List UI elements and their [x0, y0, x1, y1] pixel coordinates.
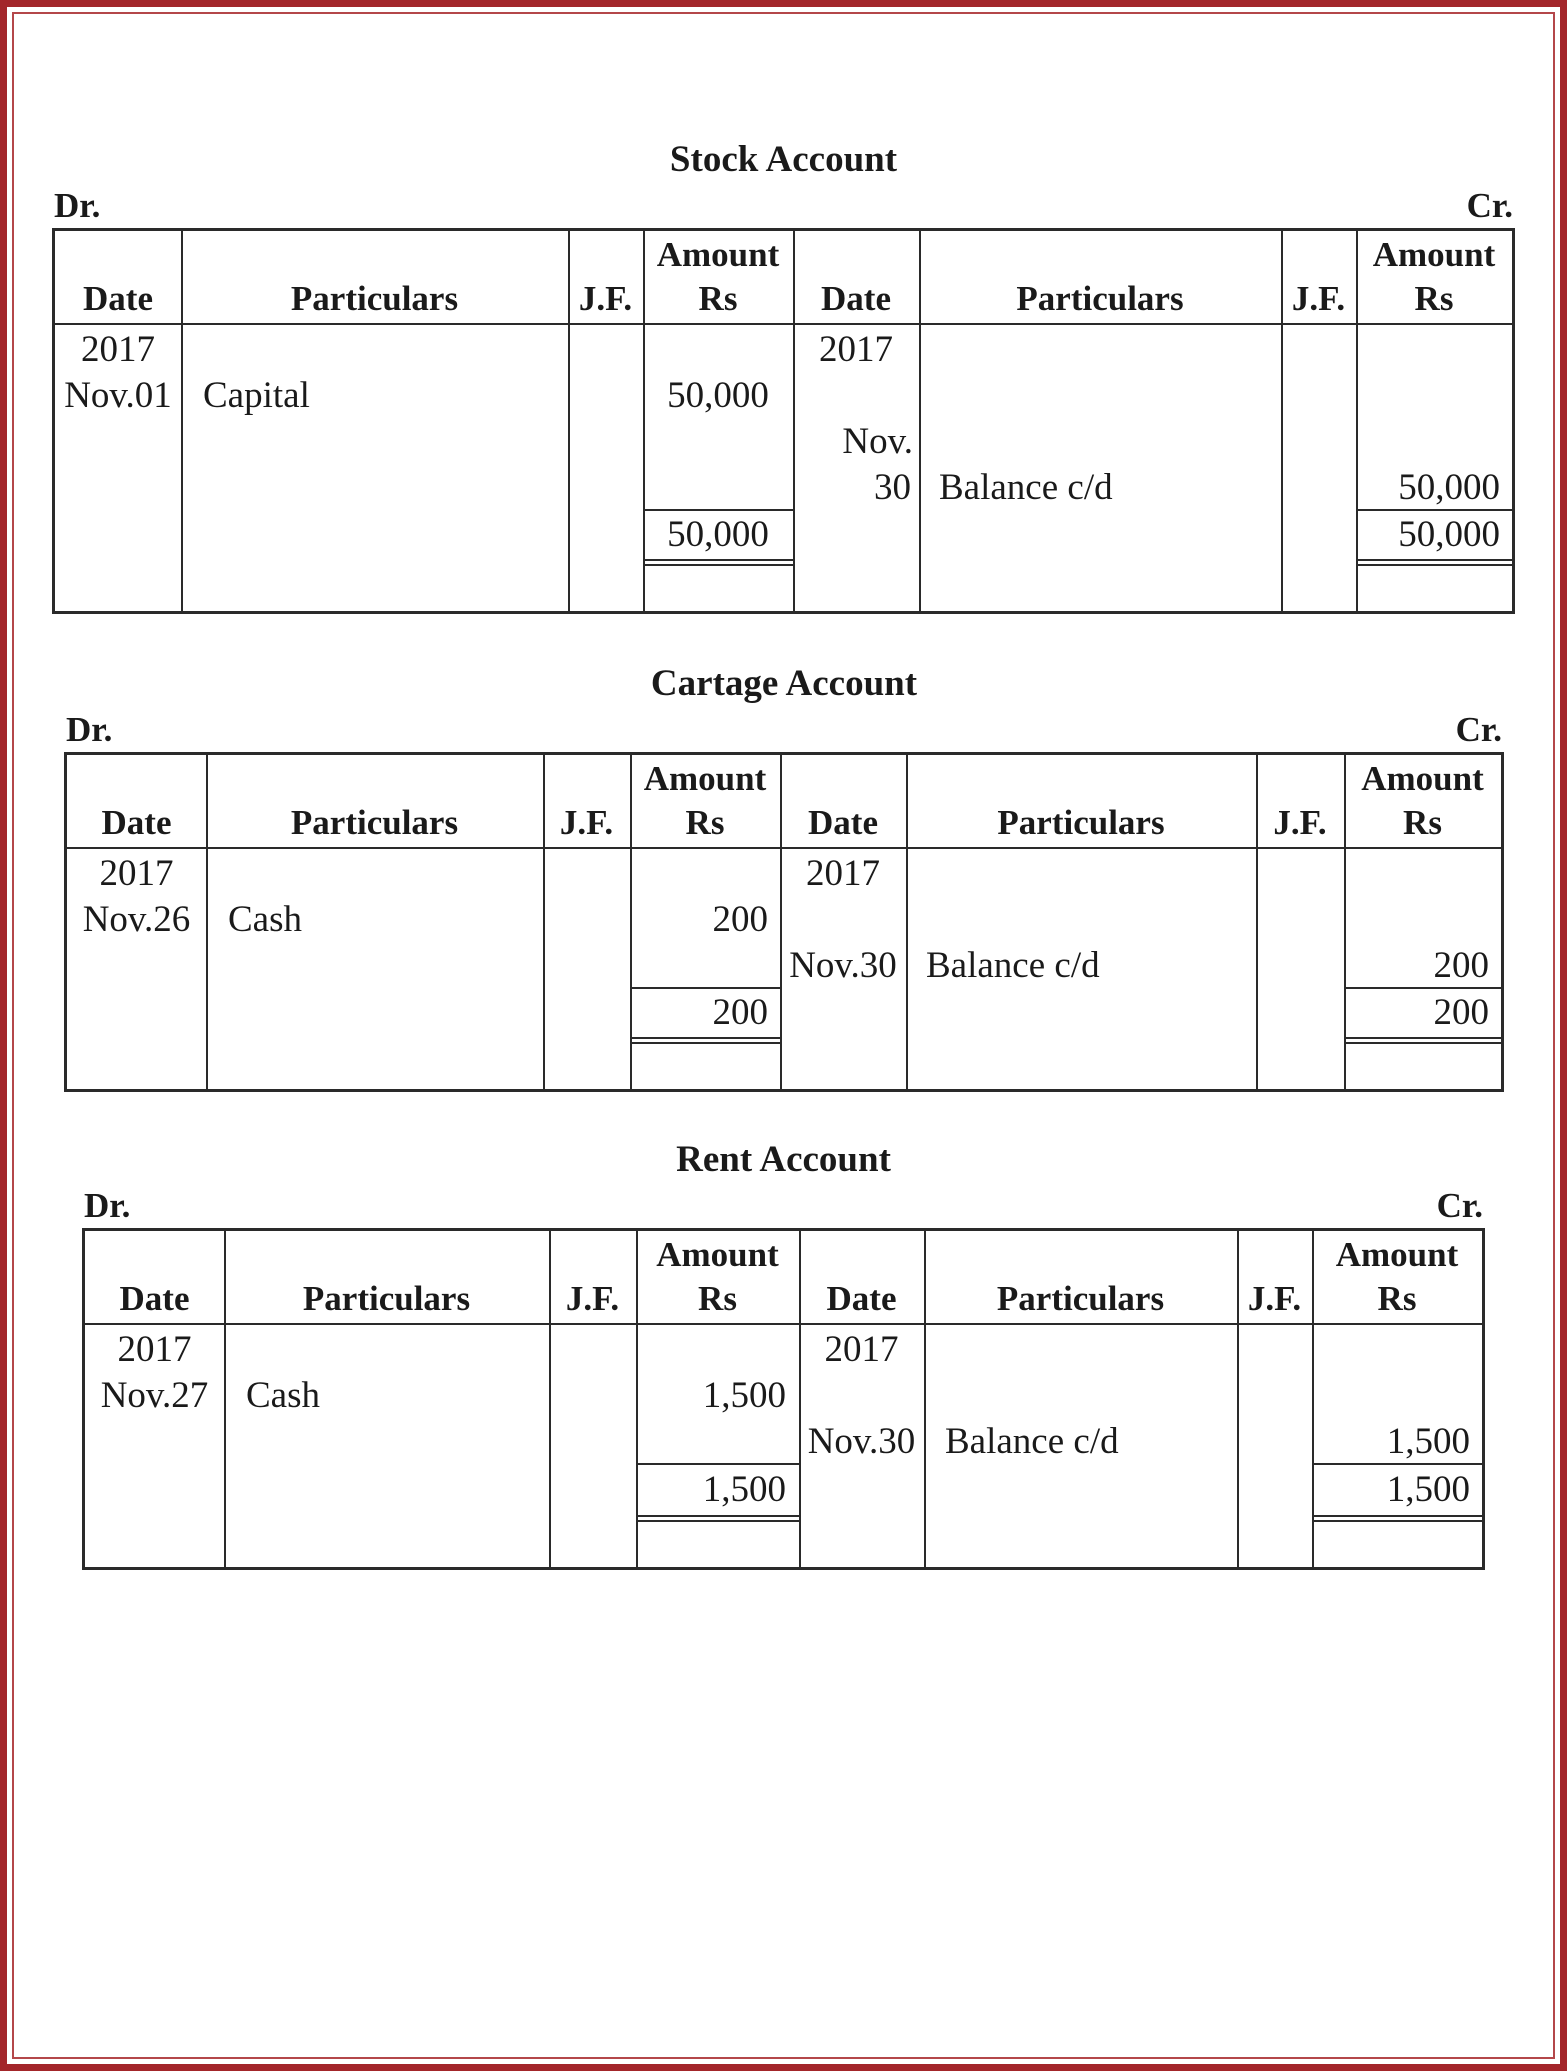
credit-total: 200 — [1433, 992, 1489, 1033]
col-header-jf: J.F. — [1247, 1279, 1302, 1318]
debit-particulars: Capital — [203, 375, 310, 416]
credit-marker: Cr. — [1466, 186, 1513, 225]
col-header-date: Date — [119, 1279, 190, 1318]
credit-particulars: Balance c/d — [945, 1421, 1119, 1462]
ledger-table — [82, 1228, 1485, 1570]
debit-amount: 1,500 — [702, 1375, 786, 1416]
debit-year: 2017 — [99, 853, 174, 894]
col-header-jf: J.F. — [1273, 803, 1327, 842]
credit-particulars: Balance c/d — [939, 467, 1113, 508]
credit-marker: Cr. — [1455, 710, 1502, 749]
debit-year: 2017 — [117, 1329, 192, 1370]
ledger-table — [52, 228, 1515, 614]
col-header-amount-unit: Rs — [1414, 279, 1454, 318]
cartage-account — [64, 656, 1504, 1092]
col-header-amount: Amount — [1361, 759, 1484, 798]
credit-amount: 200 — [1433, 945, 1489, 986]
col-header-particulars: Particulars — [290, 279, 459, 318]
credit-marker: Cr. — [1436, 1186, 1483, 1225]
debit-total: 200 — [712, 992, 768, 1033]
col-header-particulars: Particulars — [302, 1279, 471, 1318]
col-header-particulars: Particulars — [996, 1279, 1165, 1318]
col-header-amount-unit: Rs — [1403, 803, 1442, 842]
debit-date: Nov.26 — [82, 899, 191, 940]
debit-amount: 200 — [712, 899, 768, 940]
col-header-jf: J.F. — [559, 803, 614, 842]
credit-amount: 1,500 — [1386, 1421, 1470, 1462]
account-title: Cartage Account — [650, 663, 918, 704]
debit-amount: 50,000 — [667, 375, 769, 416]
col-header-amount: Amount — [656, 235, 780, 274]
debit-marker: Dr. — [66, 710, 113, 749]
col-header-amount-unit: Rs — [1377, 1279, 1417, 1318]
col-header-particulars: Particulars — [1016, 279, 1184, 318]
col-header-amount-unit: Rs — [698, 279, 738, 318]
col-header-jf: J.F. — [578, 279, 633, 318]
col-header-amount: Amount — [1372, 235, 1496, 274]
credit-year: 2017 — [806, 853, 880, 894]
col-header-amount: Amount — [643, 759, 767, 798]
col-header-particulars: Particulars — [997, 803, 1165, 842]
debit-total: 50,000 — [667, 514, 769, 555]
debit-year: 2017 — [81, 329, 155, 370]
credit-date: Nov.30 — [807, 1421, 916, 1462]
debit-date: Nov.01 — [64, 375, 172, 416]
col-header-date: Date — [83, 279, 153, 318]
col-header-amount-unit: Rs — [698, 1279, 737, 1318]
col-header-amount: Amount — [656, 1235, 779, 1274]
col-header-date: Date — [101, 803, 172, 842]
debit-marker: Dr. — [54, 186, 101, 225]
ledger-table — [64, 752, 1504, 1092]
credit-total: 1,500 — [1386, 1469, 1470, 1510]
debit-date: Nov.27 — [100, 1375, 209, 1416]
account-title: Rent Account — [676, 1139, 891, 1180]
col-header-date: Date — [821, 279, 891, 318]
credit-date-month: Nov. — [842, 421, 913, 462]
col-header-jf: J.F. — [565, 1279, 620, 1318]
col-header-particulars: Particulars — [290, 803, 459, 842]
col-header-amount-unit: Rs — [685, 803, 725, 842]
debit-total: 1,500 — [702, 1469, 786, 1510]
col-header-date: Date — [808, 803, 878, 842]
rent-account — [82, 1132, 1485, 1570]
col-header-date: Date — [826, 1279, 897, 1318]
col-header-amount: Amount — [1335, 1235, 1459, 1274]
credit-particulars: Balance c/d — [926, 945, 1100, 986]
col-header-jf: J.F. — [1291, 279, 1346, 318]
stock-account — [52, 132, 1515, 614]
credit-year: 2017 — [824, 1329, 899, 1370]
debit-particulars: Cash — [228, 899, 302, 940]
debit-marker: Dr. — [84, 1186, 131, 1225]
credit-year: 2017 — [819, 329, 893, 370]
debit-particulars: Cash — [246, 1375, 320, 1416]
credit-date-day: 30 — [874, 467, 911, 508]
account-title: Stock Account — [669, 139, 898, 180]
credit-amount: 50,000 — [1398, 467, 1500, 508]
credit-date: Nov.30 — [789, 945, 897, 986]
credit-total: 50,000 — [1398, 514, 1500, 555]
